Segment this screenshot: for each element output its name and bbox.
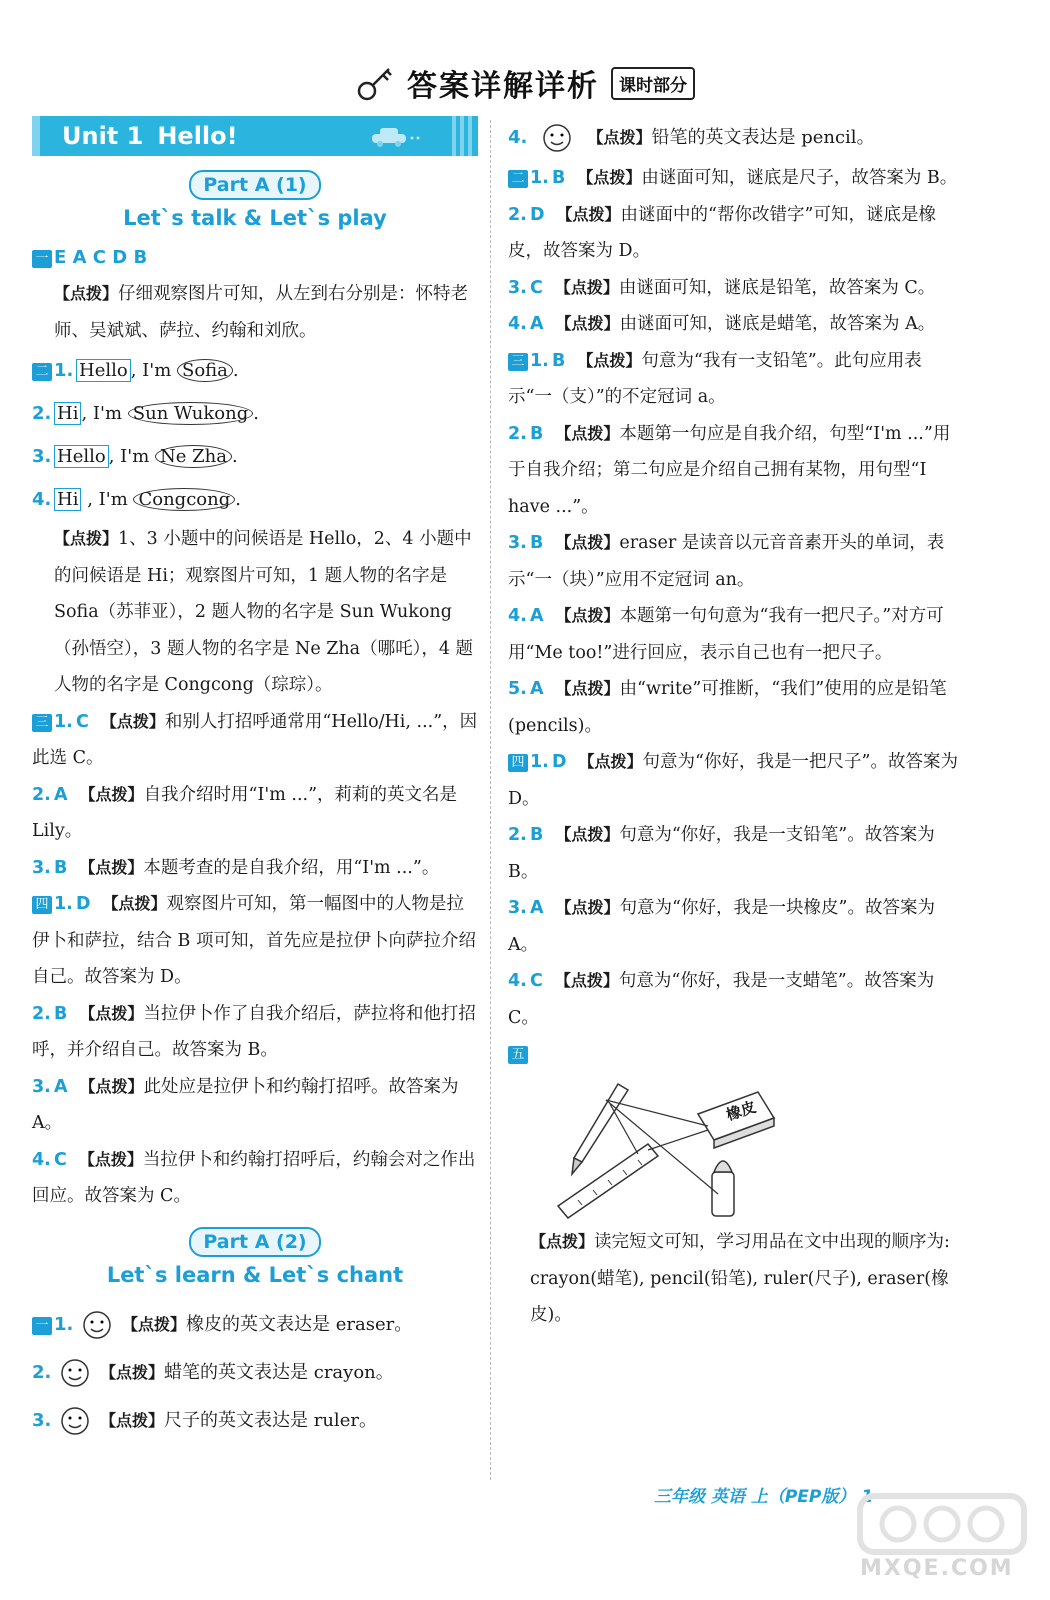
crayon-drawing: [712, 1161, 734, 1216]
part-a2-title: Let`s learn & Let`s chant: [106, 1262, 404, 1287]
list-item: 2. Hi , I'm Sun Wukong .: [32, 403, 259, 424]
part-a1-title: Let`s talk & Let`s play: [123, 206, 387, 230]
watermark-text: MXQE.COM: [860, 1556, 1014, 1581]
section-marker: 二: [508, 170, 528, 188]
section-2-list: [508, 160, 963, 343]
section-marker: 四: [508, 754, 528, 772]
part-a2-label: Part A (2): [189, 1227, 320, 1257]
section-marker: 三: [32, 714, 52, 732]
eraser-label: 橡皮: [724, 1097, 759, 1125]
list-item: 3. 【点拨】尺子的英文表达是 ruler。: [32, 1397, 478, 1445]
section-5-marker-row: [508, 1036, 963, 1072]
car-icon: [370, 126, 424, 148]
part-a2-section-1-list: [32, 1301, 478, 1445]
greeting-answer: Hi: [54, 488, 81, 511]
page-footer: 三年级 英语 上（PEP版） 1: [654, 1487, 874, 1507]
list-item: 2. 【点拨】蜡笔的英文表达是 crayon。: [32, 1349, 478, 1397]
section-4-list: [508, 744, 963, 1036]
matching-figure: [548, 1074, 968, 1224]
pencil-drawing: [572, 1084, 628, 1174]
list-item: 3. A 【点拨】此处应是拉伊卜和约翰打招呼。故答案为 A。: [32, 1076, 459, 1133]
list-item: 4. A 【点拨】由谜面可知，谜底是蜡笔，故答案为 A。: [508, 314, 936, 334]
list-item: 4. C 【点拨】句意为“你好，我是一支蜡笔”。故答案为 C。: [508, 971, 935, 1028]
list-item: 三 1. C 【点拨】和别人打招呼通常用“Hello/Hi, ...”，因此选 C。: [32, 711, 478, 768]
list-item: 3. Hello , I'm Ne Zha .: [32, 446, 238, 467]
smiley-face-icon: [82, 1310, 112, 1340]
part-a1-heading: [32, 170, 478, 230]
unit-banner: [32, 116, 478, 156]
smiley-face-icon: [542, 123, 572, 153]
section-4-list: [32, 886, 478, 1215]
unit-name: Hello!: [157, 122, 238, 150]
right-column: [508, 116, 963, 1334]
list-item: 4. C 【点拨】当拉伊卜和约翰打招呼后，约翰会对之作出回应。故答案为 C。: [32, 1149, 476, 1206]
name-answer: Sofia: [177, 359, 233, 382]
list-item: 四 1. D 【点拨】句意为“你好，我是一把尺子”。故答案为 D。: [508, 752, 958, 809]
list-item: 3. A 【点拨】句意为“你好，我是一块橡皮”。故答案为 A。: [508, 898, 935, 955]
tip-note: 【点拨】读完短文可知，学习用品在文中出现的顺序为: crayon(蜡笔), pencil(铅笔), ruler(尺子), eraser(橡皮)。: [530, 1232, 950, 1325]
left-column: [32, 116, 478, 1445]
greeting-answer: Hello: [76, 359, 131, 382]
section-marker: 二: [32, 363, 52, 381]
unit-label: Unit 1: [62, 122, 144, 150]
name-answer: Sun Wukong: [128, 402, 253, 425]
list-item: 3. C 【点拨】由谜面可知，谜底是铅笔，故答案为 C。: [508, 277, 936, 298]
page-title: 答案详解详析: [407, 69, 599, 104]
section-2-list: [32, 349, 478, 521]
section-marker: 三: [508, 353, 528, 371]
section-marker: 一: [32, 1317, 52, 1335]
name-answer: Congcong: [133, 488, 235, 511]
list-item: 二 1. Hello , I'm Sofia .: [32, 349, 478, 392]
list-item: 4. A 【点拨】本题第一句句意为“我有一把尺子。”对方可用“Me too!”进行回应，表示自己也有一把尺子。: [508, 606, 944, 663]
section-marker: 五: [508, 1046, 528, 1064]
list-item: 4. 【点拨】铅笔的英文表达是 pencil。: [508, 116, 963, 160]
key-icon: [355, 63, 395, 103]
column-divider: [490, 120, 491, 1480]
tip-note: 【点拨】仔细观察图片可知，从左到右分别是：怀特老师、吴斌斌、萨拉、约翰和刘欣。: [54, 284, 469, 341]
section-marker: 四: [32, 896, 52, 914]
list-item: 四 1. D 【点拨】观察图片可知，第一幅图中的人物是拉伊卜和萨拉，结合 B 项可知，首先应是拉伊卜向萨拉介绍自己。故答案为 D。: [32, 894, 476, 987]
list-item: 一 1. 【点拨】橡皮的英文表达是 eraser。: [32, 1301, 478, 1349]
greeting-answer: Hello: [54, 445, 109, 468]
list-item: 三 1. B 【点拨】句意为“我有一支铅笔”。此句应用表示“一（支）”的不定冠词 a。: [508, 350, 922, 407]
smiley-face-icon: [60, 1406, 90, 1436]
greeting-answer: Hi: [54, 402, 81, 425]
list-item: 2. B 【点拨】当拉伊卜作了自我介绍后，萨拉将和他打招呼，并介绍自己。故答案为 B。: [32, 1003, 476, 1060]
list-item: 2. D 【点拨】由谜面中的“帮你改错字”可知，谜底是橡皮，故答案为 D。: [508, 204, 936, 261]
list-item: 二 1. B 【点拨】由谜面可知，谜底是尺子，故答案为 B。: [508, 160, 963, 197]
list-item: 2. B 【点拨】句意为“你好，我是一支铅笔”。故答案为 B。: [508, 825, 935, 882]
ruler-drawing: [558, 1144, 658, 1218]
list-item: 4. Hi , I'm Congcong .: [32, 489, 241, 510]
list-item: 5. A 【点拨】由“write”可推断，“我们”使用的应是铅笔 (pencils)。: [508, 679, 947, 736]
banner-stripes: [452, 116, 472, 156]
section-tag: 课时部分: [611, 67, 695, 100]
list-item: 2. B 【点拨】本题第一句应是自我介绍，句型“I'm ...”用于自我介绍；第二句应是介绍自己拥有某物，用句型“I have ...”。: [508, 423, 951, 517]
section-3-list: [508, 343, 963, 745]
list-item: 3. B 【点拨】本题考查的是自我介绍，用“I'm ...”。: [32, 857, 440, 878]
name-answer: Ne Zha: [155, 445, 232, 468]
part-a2-heading: [32, 1227, 478, 1287]
list-item: 3. B 【点拨】eraser 是读音以元音音素开头的单词，表示“一（块）”应用不定冠词 an。: [508, 533, 945, 590]
section-marker: 一: [32, 250, 52, 268]
tip-note: 【点拨】1、3 小题中的问候语是 Hello，2、4 小题中的问候语是 Hi；观察图片可知，1 题人物的名字是 Sofia（苏菲亚），2 题人物的名字是 Sun Wukong（孙悟空），3 题人物的名字是 Ne Zha（哪吒），4 题人物的名字是 Congcong（琮琮）。: [54, 529, 474, 695]
section-1-answers: [32, 240, 478, 276]
answer-sequence: E A C D B: [54, 247, 148, 268]
page-header: [0, 58, 1050, 108]
smiley-face-icon: [60, 1358, 90, 1388]
list-item: 2. A 【点拨】自我介绍时用“I'm ...”，莉莉的英文名是 Lily。: [32, 784, 458, 841]
stationery-drawing: [548, 1074, 968, 1224]
part-a1-label: Part A (1): [189, 170, 320, 200]
section-3-list: [32, 704, 478, 887]
